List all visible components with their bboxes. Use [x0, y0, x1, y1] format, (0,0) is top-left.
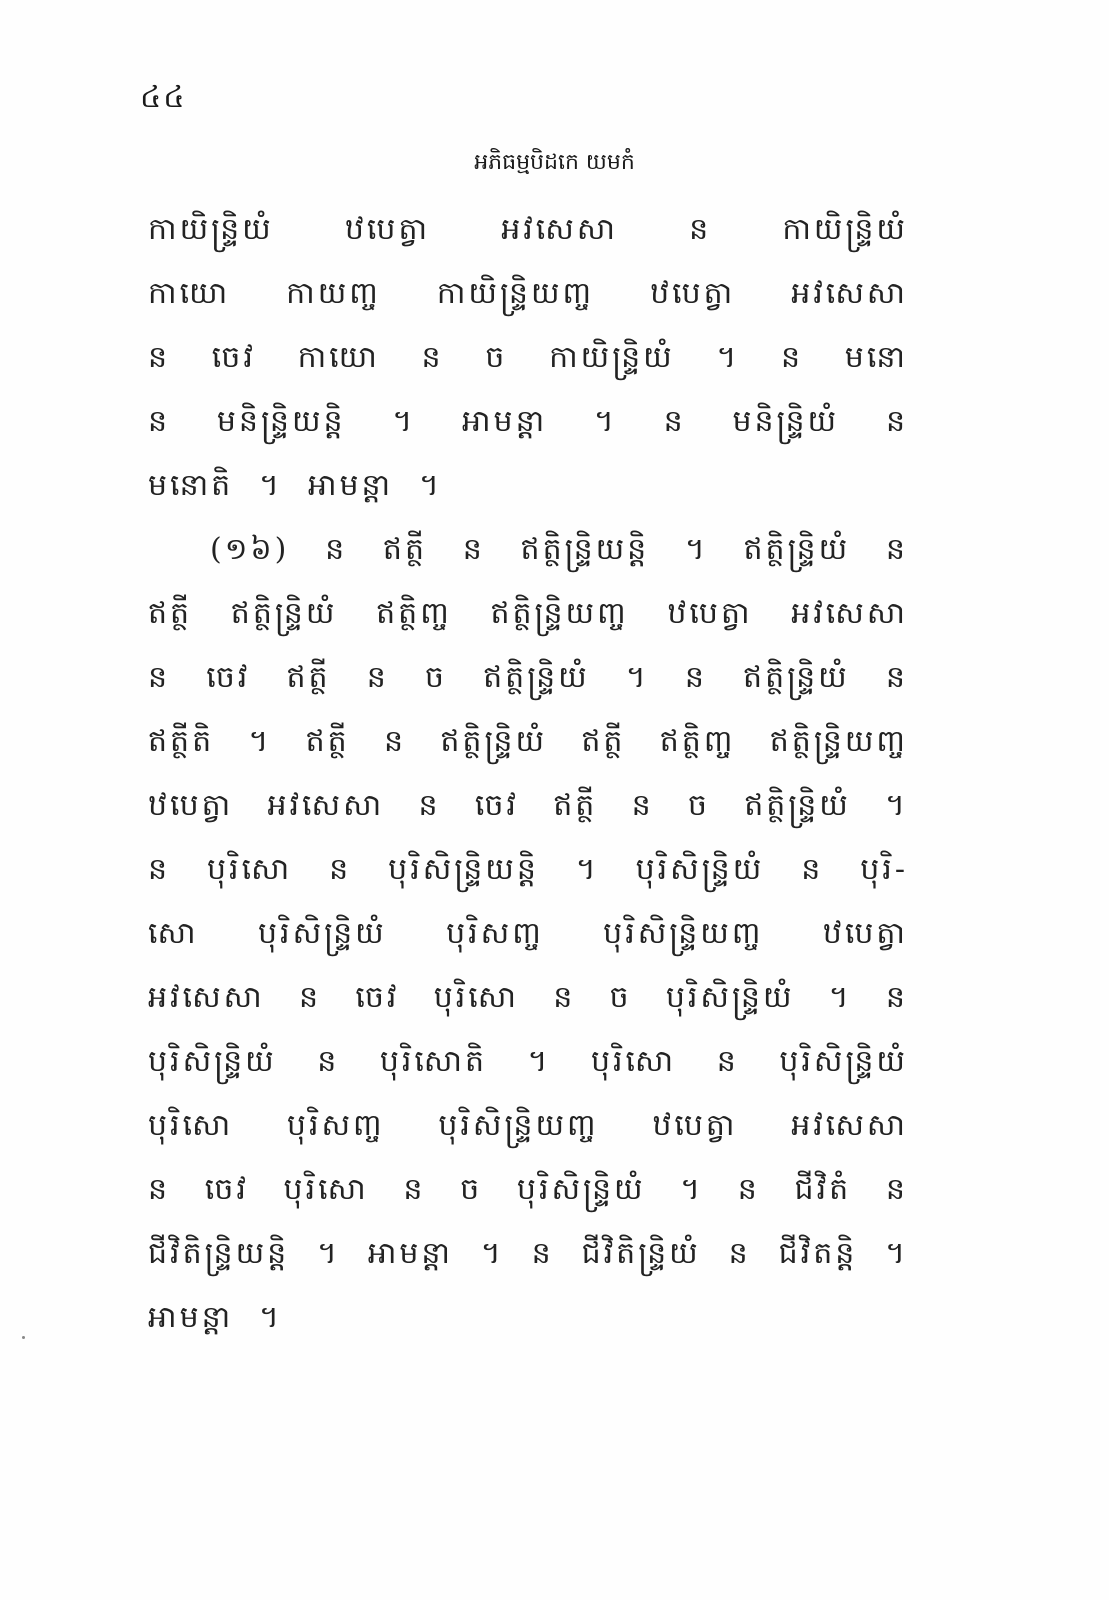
text-word: ន — [737, 1172, 760, 1207]
text-word: ន — [885, 660, 908, 695]
text-word: ច — [609, 980, 632, 1015]
text-word: ឋបេត្វា — [822, 916, 908, 951]
text-word: ឋបេត្វា — [650, 276, 736, 311]
text-line — [148, 328, 908, 392]
text-word: ។ — [419, 468, 442, 503]
text-word: ចេវ — [355, 980, 400, 1015]
text-word: បុរិសោ — [148, 1108, 234, 1143]
text-word: ជីវិតំ — [794, 1172, 852, 1207]
text-word: ន — [716, 1044, 739, 1079]
text-word: ឥត្ថីតិ — [148, 724, 215, 759]
text-word: អវសេសា — [791, 596, 908, 631]
running-header: អភិធម្មបិដកេ យមកំ — [474, 150, 635, 175]
text-word: ឥត្ថិន្ទ្រិយញ្ច — [769, 724, 908, 759]
text-line — [148, 840, 908, 904]
text-word: ឥត្ថិញ្ច — [659, 724, 736, 759]
text-word: ជីវិតិន្ទ្រិយំ — [581, 1236, 701, 1271]
text-line — [148, 264, 908, 328]
text-word: បុរិសិន្ទ្រិយំ — [258, 916, 387, 951]
text-word: ឥត្ថី — [382, 532, 427, 567]
text-word: ។ — [259, 1300, 282, 1335]
text-word: កាយោ — [148, 276, 231, 311]
text-word: ន — [553, 980, 576, 1015]
text-word: បុរិសិន្ទ្រិយំ — [665, 980, 795, 1015]
text-word: ន — [418, 788, 441, 823]
text-line — [148, 1096, 908, 1160]
text-word: បុរិសិន្ទ្រិយំ — [635, 852, 765, 887]
text-word: ឥត្ថិញ្ច — [376, 596, 452, 631]
text-word: អាមន្តា — [307, 468, 394, 503]
text-line — [148, 584, 908, 648]
text-word: ។ — [575, 852, 599, 887]
text-word: កាយញ្ច — [286, 276, 381, 311]
text-word: មនោតិ — [148, 468, 234, 503]
text-word: ។ — [716, 340, 740, 375]
text-word: ឥត្ថិន្ទ្រិយំ — [744, 788, 851, 823]
text-line — [148, 712, 908, 776]
text-line — [148, 392, 908, 456]
text-line — [148, 520, 908, 584]
page-number: ៤៤ — [140, 80, 187, 115]
text-word: ន — [885, 1172, 908, 1207]
text-word: បុរិសោ — [207, 852, 293, 887]
text-word: កាយិន្ទ្រិយញ្ច — [436, 276, 595, 311]
text-word: ច — [424, 660, 447, 695]
text-word: ឥត្ថិន្ទ្រិយំ — [230, 596, 338, 631]
text-word: ឥត្ថិន្ទ្រិយំ — [743, 660, 850, 695]
text-word: ឥត្ថី — [305, 724, 350, 759]
text-word: ។ — [885, 1236, 908, 1271]
text-word: ឋបេត្វា — [148, 788, 234, 823]
text-word: បុរិសោ — [433, 980, 519, 1015]
text-word: ឥត្ថិន្ទ្រិយំ — [483, 660, 590, 695]
text-word: (១៦) — [210, 532, 290, 567]
text-word: ។ — [885, 788, 908, 823]
text-word: អវសេសា — [267, 788, 385, 823]
text-word: ន — [403, 1172, 426, 1207]
text-word: បុរិសញ្ច — [286, 1108, 385, 1143]
text-word: ន — [663, 404, 686, 439]
text-word: ន — [317, 1044, 340, 1079]
text-word: ន — [148, 660, 171, 695]
text-line — [148, 968, 908, 1032]
text-word: ន — [684, 660, 707, 695]
text-word: ។ — [259, 468, 282, 503]
text-word: ន — [728, 1236, 751, 1271]
text-word: ច — [485, 340, 508, 375]
text-line — [148, 776, 908, 840]
margin-speck — [22, 1336, 25, 1339]
text-word: ន — [384, 724, 407, 759]
text-line — [148, 1032, 908, 1096]
text-word: ន — [366, 660, 389, 695]
text-word: មនិន្ទ្រិយន្តិ — [216, 404, 346, 439]
text-word: កាយិន្ទ្រិយំ — [782, 212, 908, 247]
text-word: ន — [148, 852, 171, 887]
text-word: ន — [329, 852, 352, 887]
text-word: អាមន្តា — [148, 1300, 234, 1335]
text-word: បុរិសិន្ទ្រិយញ្ច — [603, 916, 764, 951]
text-word: មនោ — [844, 340, 908, 375]
text-word: បុរិ- — [860, 852, 908, 887]
body-text — [148, 200, 908, 1352]
text-word: ឥត្ថី — [286, 660, 331, 695]
text-word: ។ — [593, 404, 617, 439]
text-word: កាយោ — [297, 340, 380, 375]
text-word: ។ — [480, 1236, 504, 1271]
text-word: ន — [801, 852, 824, 887]
text-word: កាយិន្ទ្រិយំ — [549, 340, 675, 375]
text-word: ច — [687, 788, 710, 823]
text-word: ឥត្ថី — [553, 788, 598, 823]
text-word: ។ — [684, 532, 708, 567]
text-word: ឥត្ថី — [148, 596, 193, 631]
text-line — [148, 1224, 908, 1288]
text-word: ។ — [625, 660, 649, 695]
text-word: បុរិសោ — [590, 1044, 677, 1079]
text-word: ន — [885, 404, 908, 439]
text-word: បុរិសញ្ច — [446, 916, 544, 951]
text-word: កាយិន្ទ្រិយំ — [148, 212, 274, 247]
text-word: ឥត្ថី — [581, 724, 626, 759]
text-word: ចេវ — [211, 340, 256, 375]
text-word: ន — [689, 212, 712, 247]
text-word: ន — [148, 1172, 171, 1207]
text-line — [148, 904, 908, 968]
text-word: បុរិសិន្ទ្រិយំ — [779, 1044, 908, 1079]
text-word: ឥត្ថិន្ទ្រិយំ — [440, 724, 548, 759]
text-word: ជីវិតិន្ទ្រិយន្តិ — [148, 1236, 290, 1271]
text-word: ។ — [248, 724, 272, 759]
text-word: ។ — [680, 1172, 704, 1207]
text-word: បុរិសោ — [283, 1172, 369, 1207]
text-word: ន — [631, 788, 654, 823]
text-line — [148, 648, 908, 712]
text-word: ន — [148, 404, 171, 439]
text-word: ន — [885, 532, 908, 567]
text-word: ។ — [828, 980, 852, 1015]
text-word: ច — [460, 1172, 483, 1207]
text-word: អាមន្តា — [461, 404, 548, 439]
text-word: ចេវ — [204, 1172, 249, 1207]
text-word: ។ — [317, 1236, 340, 1271]
text-word: បុរិសិន្ទ្រិយញ្ច — [438, 1108, 599, 1143]
text-word: ន — [885, 980, 908, 1015]
text-word: អវសេសា — [791, 276, 908, 311]
text-word: ឥត្ថិន្ទ្រិយំ — [743, 532, 851, 567]
text-word: អវសេសា — [148, 980, 265, 1015]
text-line — [148, 1288, 908, 1352]
text-word: ឋបេត្វា — [344, 212, 431, 247]
text-word: អាមន្តា — [367, 1236, 453, 1271]
text-word: ។ — [527, 1044, 551, 1079]
text-word: អវសេសា — [791, 1108, 908, 1143]
text-word: បុរិសោតិ — [379, 1044, 488, 1079]
text-word: ឥត្ថិន្ទ្រិយន្តិ — [520, 532, 650, 567]
text-word: អវសេសា — [501, 212, 618, 247]
text-word: ន — [531, 1236, 554, 1271]
text-word: បុរិសិន្ទ្រិយំ — [516, 1172, 646, 1207]
text-word: ន — [299, 980, 322, 1015]
text-word: ន — [421, 340, 444, 375]
text-word: ជីវិតន្តិ — [778, 1236, 858, 1271]
text-line — [148, 456, 908, 520]
text-word: ឋបេត្វា — [667, 596, 753, 631]
text-word: បុរិសិន្ទ្រិយន្តិ — [388, 852, 539, 887]
text-word: ចេវ — [206, 660, 251, 695]
text-word: ។ — [392, 404, 416, 439]
text-word: ន — [462, 532, 485, 567]
text-word: សោ — [148, 916, 199, 951]
text-word: មនិន្ទ្រិយំ — [732, 404, 840, 439]
text-word: ចេវ — [474, 788, 519, 823]
text-word: ឥត្ថិន្ទ្រិយញ្ច — [490, 596, 629, 631]
text-word: ឋបេត្វា — [652, 1108, 738, 1143]
text-line — [148, 1160, 908, 1224]
text-word: បុរិសិន្ទ្រិយំ — [148, 1044, 277, 1079]
text-line — [148, 200, 908, 264]
text-word: ន — [325, 532, 348, 567]
text-word: ន — [781, 340, 804, 375]
text-word: ន — [148, 340, 171, 375]
